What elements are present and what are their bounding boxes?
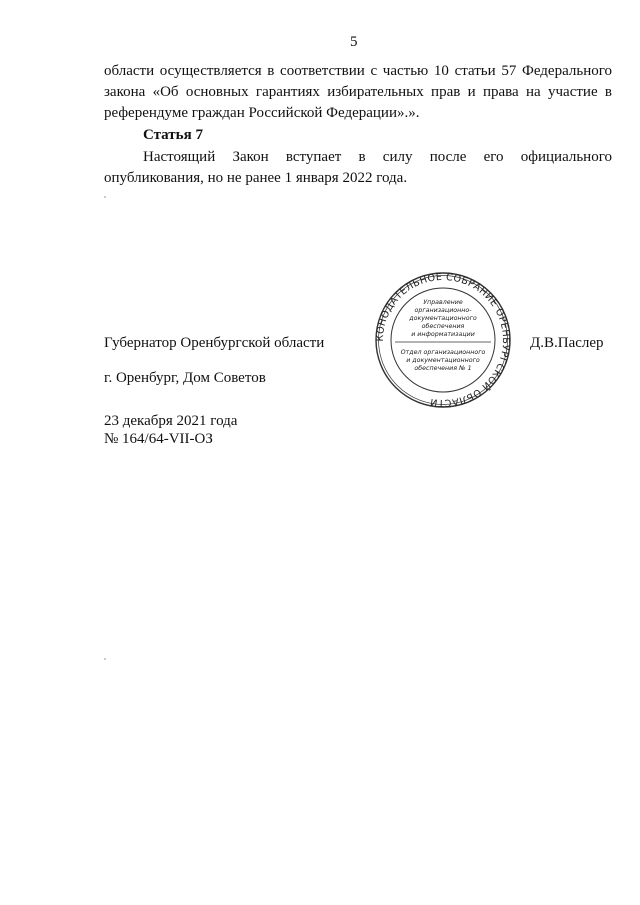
page-number: 5	[350, 34, 358, 50]
stamp-line: организационно-	[414, 307, 472, 314]
body-paragraph	[104, 61, 612, 124]
stamp-line: документационного	[409, 315, 477, 322]
stamp-outer-text: КОНОДАТЕЛЬНОЕ СОБРАНИЕ ОРЕНБУРГСКОЙ ОБЛАСТИ	[374, 271, 512, 409]
signatory-name: Д.В.Паслер	[530, 335, 604, 351]
article-line: опубликования, но не ранее 1 января 2022 года.	[104, 170, 408, 186]
body-line: закона «Об основных гарантиях избирательных прав и права на участие в	[104, 84, 612, 100]
stamp-line: и документационного	[406, 357, 480, 364]
body-line: референдуме граждан Российской Федерации».».	[104, 105, 420, 121]
signing-place: г. Оренбург, Дом Советов	[104, 370, 266, 386]
svg-text:ЗАКОНОДАТЕЛЬНОЕ СОБРАНИЕ ОРЕНБ	[373, 270, 511, 408]
stamp-line: и информатизации	[411, 331, 475, 338]
official-stamp	[373, 270, 513, 410]
stamp-line: обеспечения № 1	[414, 365, 472, 372]
article-title: Статья 7	[143, 127, 203, 143]
law-number: № 164/64-VII-ОЗ	[104, 431, 213, 447]
stamp-seal-icon	[373, 270, 513, 410]
stamp-line: Управление	[423, 299, 463, 306]
stamp-line: обеспечения	[421, 323, 465, 330]
article-paragraph	[104, 147, 612, 189]
scan-speck	[104, 196, 106, 198]
signing-date: 23 декабря 2021 года	[104, 413, 238, 429]
article-line: Настоящий Закон вступает в силу после его официального	[143, 149, 612, 165]
scan-speck	[104, 658, 106, 660]
signatory-position: Губернатор Оренбургской области	[104, 335, 325, 351]
stamp-line: Отдел организационного	[400, 349, 486, 356]
body-line: области осуществляется в соответствии с частью 10 статьи 57 Федерального	[104, 63, 612, 79]
